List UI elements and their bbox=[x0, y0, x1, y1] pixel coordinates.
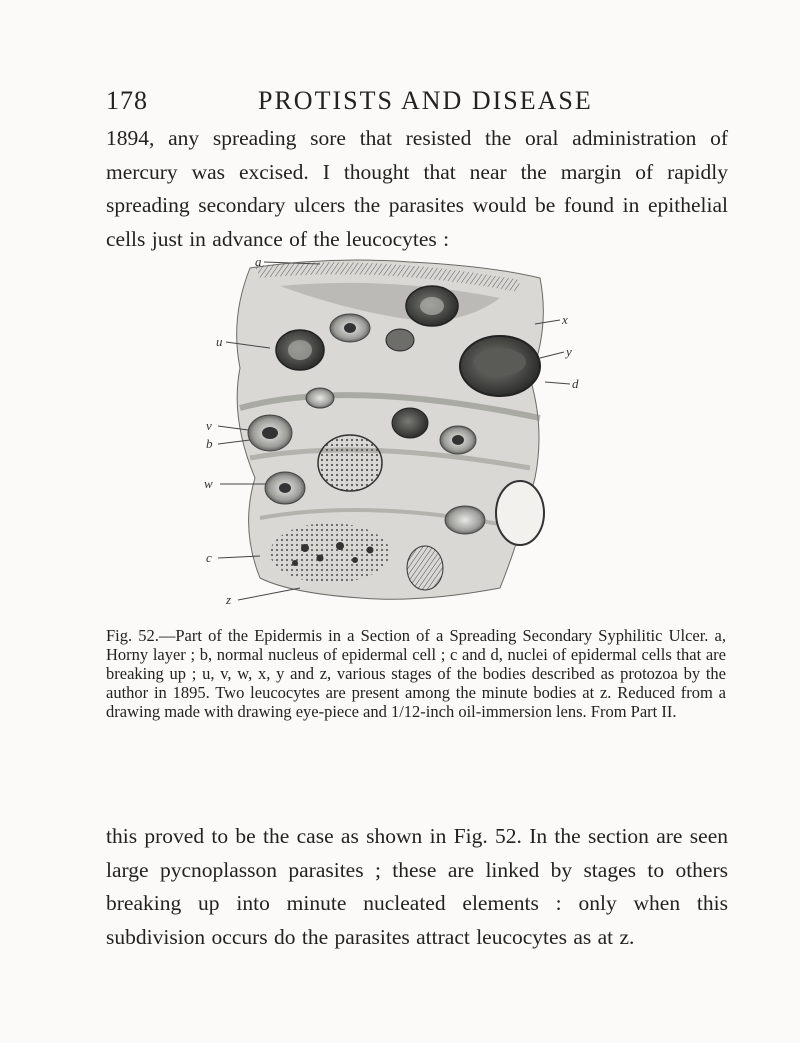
figure-label-y: y bbox=[566, 344, 572, 359]
figure-caption bbox=[106, 626, 726, 721]
figure-label-d: d bbox=[572, 376, 579, 391]
figure-label-c: c bbox=[206, 550, 212, 565]
figure-52-illustration bbox=[200, 258, 610, 608]
figure-label-v: v bbox=[206, 418, 212, 433]
figure-label-w: w bbox=[204, 476, 213, 491]
body-paragraph-bottom: this proved to be the case as shown in Fig. 52. In the section are seen large pycnoplasson parasites ; these are linked by stages to others breaking up into minute nucleated elements : only when this subdivision occurs do the parasites attract leucocytes as at z. bbox=[106, 824, 728, 949]
figure-label-u: u bbox=[216, 334, 223, 349]
figure-label-x: x bbox=[562, 312, 568, 327]
figure-label-z: z bbox=[226, 592, 232, 607]
figure-label-a: a bbox=[255, 258, 262, 269]
body-paragraph-top: 1894, any spreading sore that resisted the oral administration of mercury was excised. I thought that near the margin of rapidly spreading secondary ulcers the parasites would be found in epithelial cells just in advance of the leucocytes : bbox=[106, 126, 728, 251]
page-number: 178 bbox=[106, 86, 148, 115]
epidermis-section-drawing bbox=[200, 258, 610, 608]
figure-caption-text: Fig. 52.—Part of the Epidermis in a Section of a Spreading Secondary Syphilitic Ulcer. a, Horny layer ; b, normal nucleus of epidermal cell ; c and d, nuclei of epidermal cells that are breaking up ; u, v, w, x, y and z, various stages of the bodies described as protozoa by the author in 1895. Two leucocytes are present among the minute bodies at z. Reduced from a drawing made with drawing eye-piece and 1/12-inch oil-immersion lens. From Part II. bbox=[106, 626, 726, 721]
figure-label-b: b bbox=[206, 436, 213, 451]
running-head: PROTISTS AND DISEASE bbox=[258, 86, 593, 115]
